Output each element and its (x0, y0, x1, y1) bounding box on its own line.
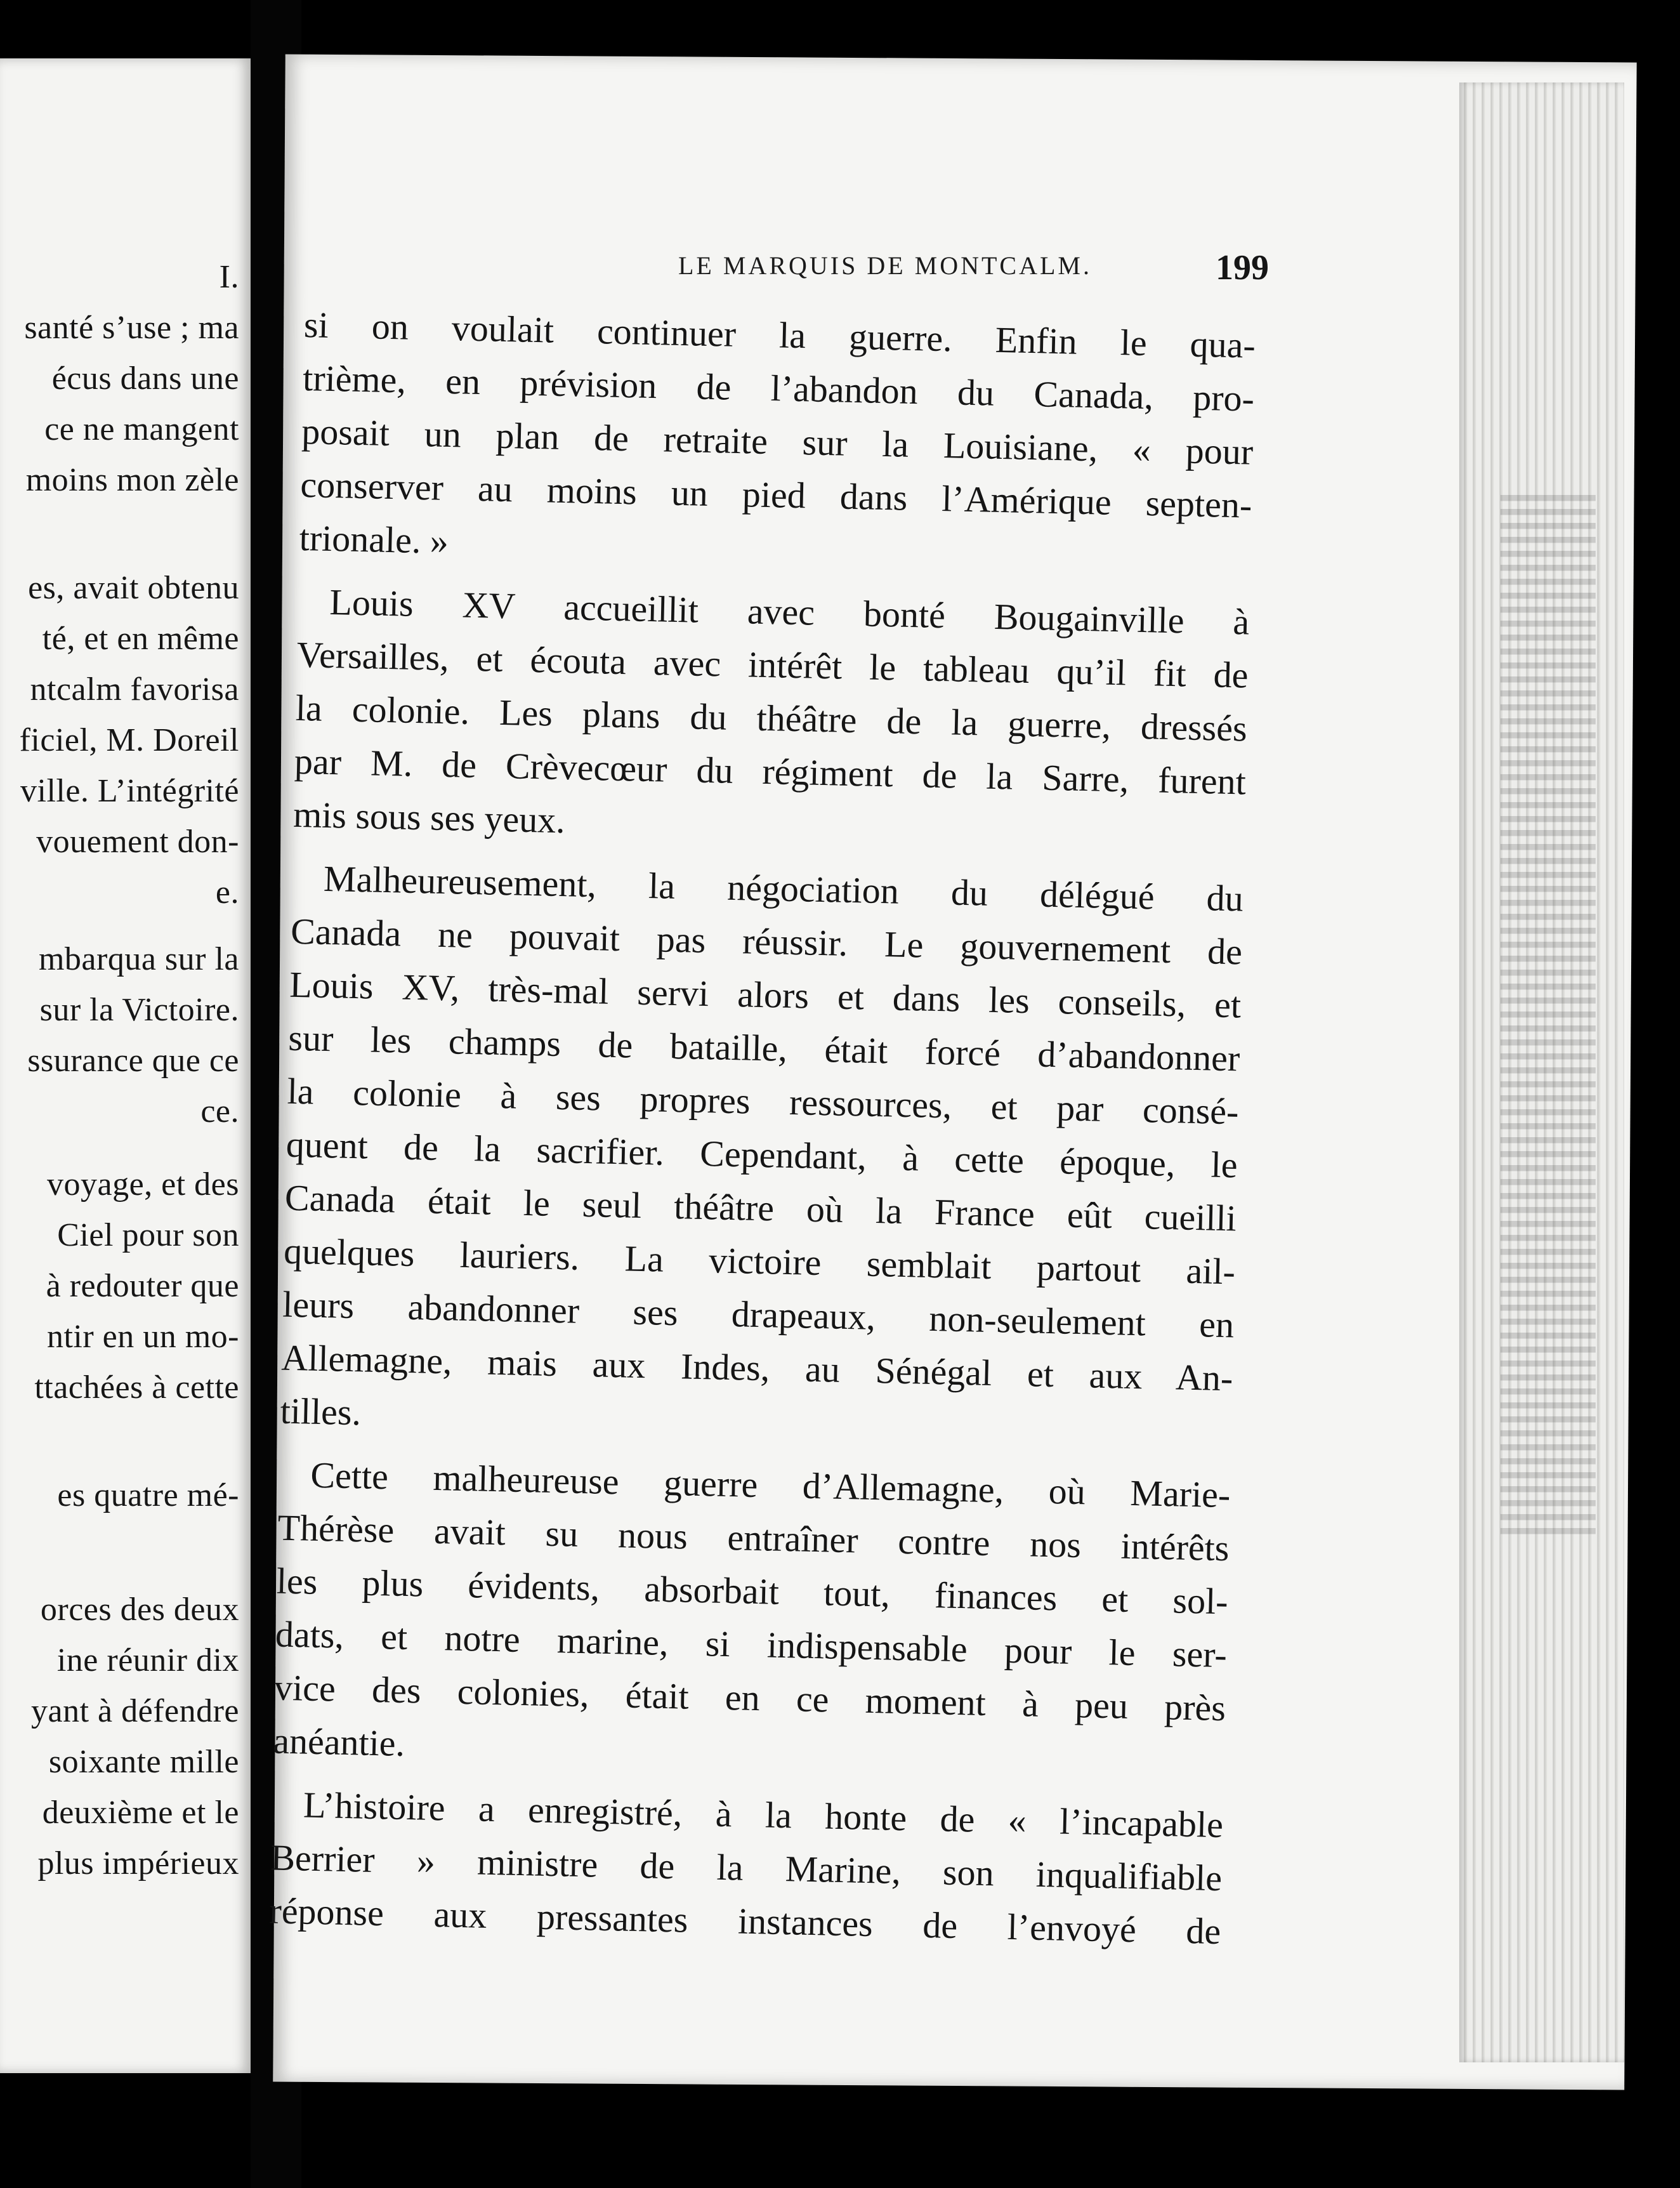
text-line: Berrier » ministre de la Marine, son inqualifiable (270, 1836, 1223, 1899)
text-line: la colonie à ses propres ressources, et par consé- (287, 1070, 1240, 1133)
paragraph (269, 1777, 1224, 1958)
paragraph (280, 852, 1244, 1459)
paragraph (272, 1448, 1231, 1789)
left-page-line: mbarqua sur la (38, 941, 239, 977)
left-page-line: ine réunir dix (56, 1642, 239, 1678)
left-page-line: ssurance que ce (27, 1043, 239, 1079)
text-line: conserver au moins un pied dans l’Amérique septen- (299, 463, 1252, 526)
left-page-line: té, et en même (42, 621, 239, 657)
left-page-line: ntcalm favorisa (30, 671, 239, 708)
text-line: la colonie. Les plans du théâtre de la guerre, dressés (295, 687, 1248, 749)
left-page-line: moins mon zèle (25, 462, 239, 498)
text-line: leurs abandonner ses drapeaux, non-seulement en (282, 1283, 1235, 1346)
text-line: Thérèse avait su nous entraîner contre nos intérêts (277, 1506, 1230, 1569)
left-facing-page (0, 58, 251, 2073)
left-page-line: e. (215, 874, 239, 911)
text-line: Malheureusement, la négociation du délégué du (323, 857, 1244, 919)
left-page-line-text: sur la Victoire. (39, 992, 239, 1028)
left-page-line: es, avait obtenu (28, 570, 239, 606)
text-line: Canada ne pouvait pas réussir. Le gouvernement de (290, 910, 1243, 973)
text-line: réponse aux pressantes instances de l’envoyé de (268, 1890, 1221, 1953)
text-line: les plus évidents, absorbait tout, finances et sol- (276, 1560, 1229, 1623)
text-line: Louis XV, très-mal servi alors et dans les conseils, et (289, 963, 1242, 1026)
left-page-line: santé s’use ; ma (24, 310, 239, 346)
page-number: 199 (1216, 248, 1269, 287)
text-line: dats, et notre marine, si indispensable pour le ser- (275, 1613, 1228, 1676)
text-line: posait un plan de retraite sur la Louisiane, « pour (301, 410, 1254, 473)
left-page-line: écus dans une (51, 360, 239, 397)
left-page-line: plus impérieux (37, 1845, 239, 1882)
text-line: mis sous ses yeux. (292, 793, 566, 841)
left-page-line: I. (219, 259, 239, 295)
left-page-line: ficiel, M. Doreil (19, 722, 239, 758)
left-page-line: orces des deux (40, 1592, 239, 1628)
text-line: anéantie. (272, 1720, 405, 1764)
left-page-line: ttachées à cette (34, 1369, 239, 1406)
left-page-line: es quatre mé- (57, 1477, 239, 1513)
text-line: trième, en prévision de l’abandon du Canada, pro- (302, 357, 1255, 419)
text-line: si on voulait continuer la guerre. Enfin le qua- (303, 303, 1256, 366)
left-page-line: voyage, et des (46, 1166, 239, 1203)
left-page-line: ntir en un mo- (46, 1319, 239, 1355)
left-page-line: Ciel pour son (57, 1217, 239, 1253)
running-head: LE MARQUIS DE MONTCALM. (678, 251, 1092, 280)
left-page-line: ce ne mangent (44, 411, 239, 447)
left-page-line: ville. L’intégrité (20, 773, 239, 809)
text-line: tilles. (280, 1390, 362, 1433)
left-page-line: soixante mille (48, 1744, 239, 1780)
paragraph (292, 575, 1250, 862)
text-line: quelques lauriers. La victoire semblait partout ail- (283, 1230, 1236, 1293)
left-page-line: à redouter que (46, 1268, 239, 1304)
text-line: Canada était le seul théâtre où la France eût cueilli (284, 1176, 1237, 1239)
text-line: Cette malheureuse guerre d’Allemagne, où Marie- (310, 1454, 1231, 1516)
left-page-line: yant à défendre (31, 1693, 239, 1729)
text-line: vice des colonies, était en ce moment à peu près (273, 1666, 1226, 1729)
text-line: Allemagne, mais aux Indes, au Sénégal et aux An- (280, 1336, 1233, 1399)
text-line: par M. de Crèvecœur du régiment de la Sarre, furent (294, 740, 1247, 803)
text-line: quent de la sacrifier. Cependant, à cette époque, le (285, 1123, 1238, 1186)
text-line: sur les champs de bataille, était forcé d’abandonner (287, 1017, 1240, 1079)
left-page-line (40, 991, 239, 1029)
left-page-line: ce. (200, 1093, 239, 1130)
paragraph (299, 298, 1256, 586)
left-page-line: vouement don- (36, 824, 239, 860)
left-page-line: deuxième et le (42, 1795, 239, 1831)
text-line: Versailles, et écouta avec intérêt le tableau qu’il fit de (296, 633, 1249, 696)
text-line: trionale. » (299, 517, 449, 562)
text-line: L’histoire a enregistré, à la honte de « l’incapable (303, 1784, 1224, 1846)
fore-edge-stamp (1500, 495, 1596, 1542)
text-line: Louis XV accueillit avec bonté Bougainville à (329, 581, 1250, 643)
body-text (268, 298, 1256, 1968)
